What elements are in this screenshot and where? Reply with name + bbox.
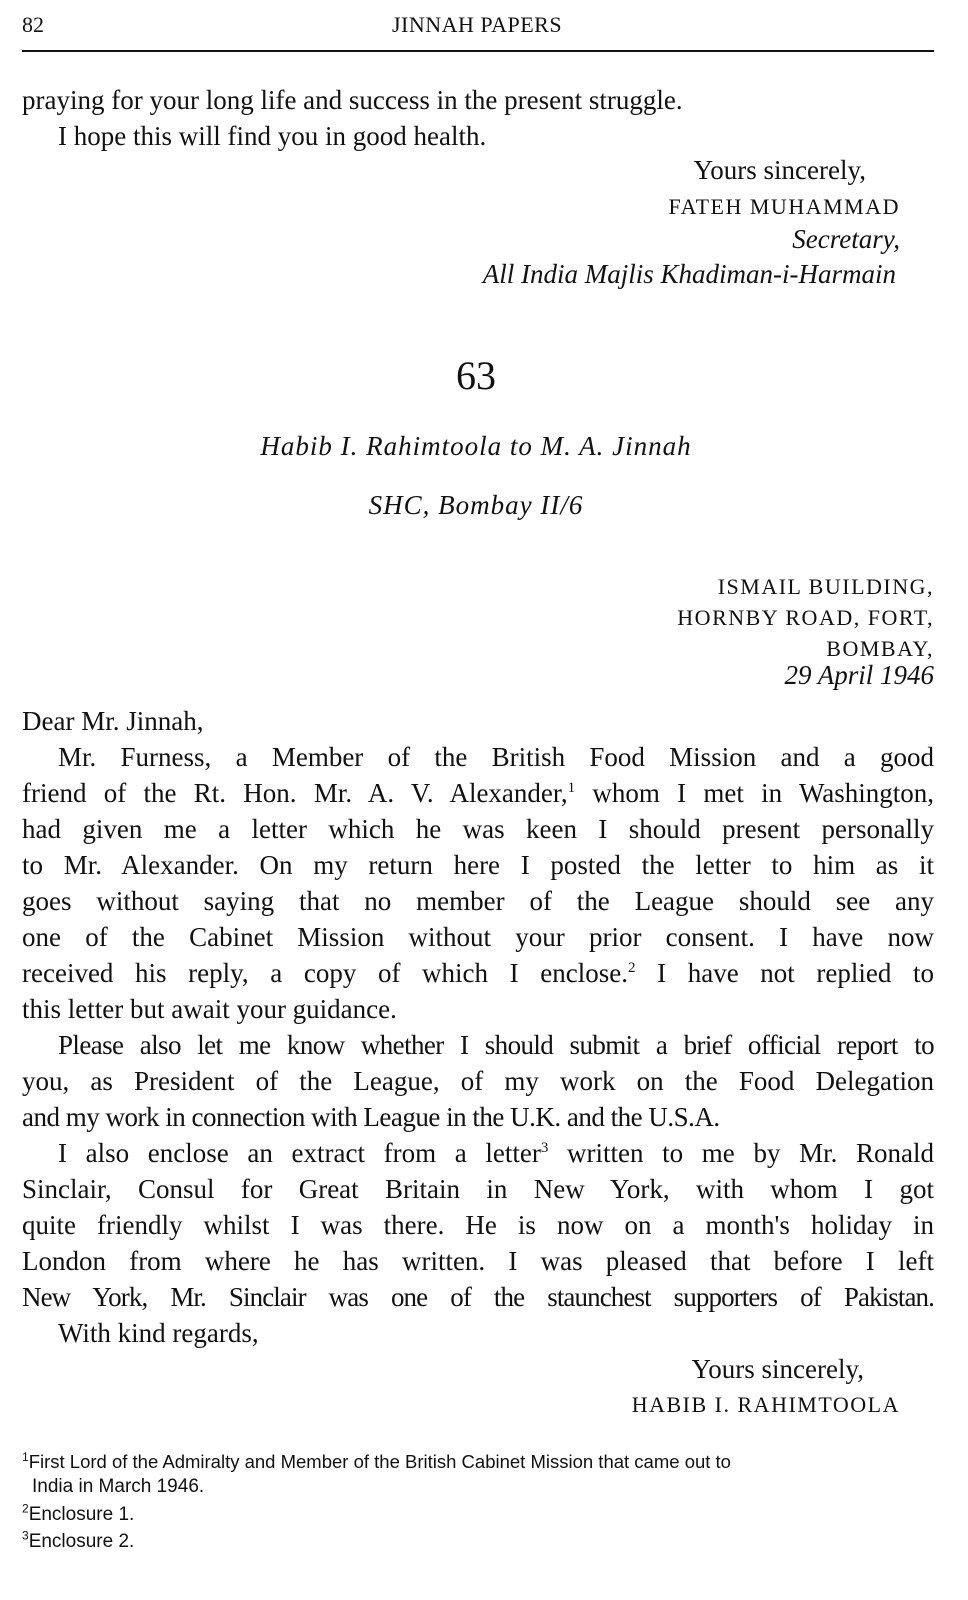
footnote-ref: 2 bbox=[627, 960, 636, 976]
body-line: Sinclair, Consul for Great Britain in New York, with whom I got bbox=[22, 1174, 934, 1204]
footnote: $^1$First Lord of the Admiralty and Member of the British Cabinet Mission that came out to bbox=[22, 1449, 731, 1472]
body-line: London from where he has written. I was pleased that before I left bbox=[22, 1246, 934, 1276]
address-line: BOMBAY, bbox=[826, 636, 934, 661]
footnote-ref: 3 bbox=[540, 1140, 549, 1156]
body-line: quite friendly whilst I was there. He is now on a month's holiday in bbox=[22, 1210, 934, 1240]
body-line: Mr. Furness, a Member of the British Food Mission and a good bbox=[58, 742, 934, 772]
body-line: received his reply, a copy of which I enclose.$^2$ I have not replied to bbox=[22, 958, 934, 988]
footnote: $^2$Enclosure 1. bbox=[22, 1501, 135, 1525]
prev-letter-closing-line: I hope this will find you in good health. bbox=[58, 121, 487, 151]
body-line: I also enclose an extract from a letter$^3$ written to me by Mr. Ronald bbox=[58, 1138, 934, 1168]
prev-letter-organization: All India Majlis Khadiman-i-Harmain bbox=[482, 259, 896, 289]
salutation: Dear Mr. Jinnah, bbox=[22, 706, 204, 736]
footnote: $^3$Enclosure 2. bbox=[22, 1528, 135, 1552]
body-line: and my work in connection with League in the U.K. and the U.S.A. bbox=[22, 1102, 720, 1132]
running-title: JINNAH PAPERS bbox=[391, 12, 563, 37]
page-number: 82 bbox=[22, 12, 44, 37]
body-line: New York, Mr. Sinclair was one of the staunchest supporters of Pakistan. bbox=[22, 1282, 934, 1312]
footnote-continuation: India in March 1946. bbox=[32, 1476, 205, 1497]
running-header bbox=[22, 12, 932, 52]
signatory: HABIB I. RAHIMTOOLA bbox=[631, 1392, 900, 1417]
body-line: you, as President of the League, of my work on the Food Delegation bbox=[22, 1066, 934, 1096]
body-line: this letter but await your guidance. bbox=[22, 994, 397, 1024]
closing-regards: With kind regards, bbox=[58, 1318, 259, 1348]
body-line: goes without saying that no member of the League should see any bbox=[22, 886, 934, 916]
body-line: one of the Cabinet Mission without your prior consent. I have now bbox=[22, 922, 934, 952]
sign-off: Yours sincerely, bbox=[691, 1354, 864, 1384]
address-line: ISMAIL BUILDING, bbox=[717, 574, 934, 599]
body-line: to Mr. Alexander. On my return here I posted the letter to him as it bbox=[22, 850, 934, 880]
document-number: 63 bbox=[456, 353, 496, 398]
prev-letter-signatory: FATEH MUHAMMAD bbox=[668, 194, 900, 219]
address-line: HORNBY ROAD, FORT, bbox=[677, 605, 934, 630]
body-line: had given me a letter which he was keen I should present personally bbox=[22, 814, 934, 844]
body-line: Please also let me know whether I should submit a brief official report to bbox=[58, 1030, 934, 1060]
document-heading: Habib I. Rahimtoola to M. A. Jinnah bbox=[260, 431, 692, 461]
prev-letter-closing-line: praying for your long life and success in the present struggle. bbox=[22, 85, 683, 115]
prev-letter-title: Secretary, bbox=[792, 224, 900, 254]
footnote-ref: 1 bbox=[567, 780, 576, 796]
body-line: friend of the Rt. Hon. Mr. A. V. Alexander,$^1$ whom I met in Washington, bbox=[22, 778, 934, 808]
header-rule bbox=[22, 50, 934, 52]
letter-date: 29 April 1946 bbox=[784, 660, 934, 690]
prev-letter-sign-off: Yours sincerely, bbox=[693, 155, 866, 185]
document-reference: SHC, Bombay II/6 bbox=[368, 490, 584, 520]
